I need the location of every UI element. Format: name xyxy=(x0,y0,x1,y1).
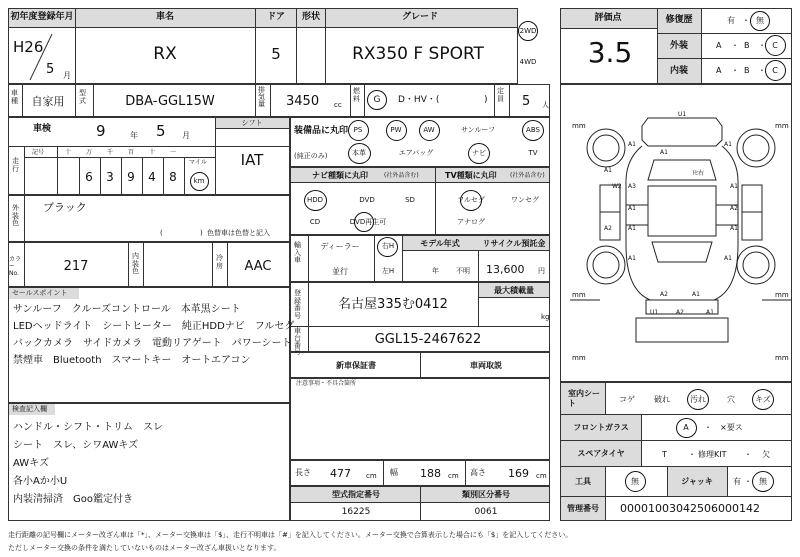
insp-year-unit: 年 xyxy=(130,131,138,140)
footer-note-2: ただしメーター交換の条件を満たしていないものはメーター改ざん車扱いとなります。 xyxy=(8,544,281,552)
new-warranty: 新車保証書 xyxy=(336,361,376,370)
damage-label: U1 xyxy=(650,309,659,316)
len: 477 xyxy=(330,467,351,480)
damage-label: A2 xyxy=(676,309,684,316)
model-year-value: 不明 xyxy=(456,267,470,275)
ext-sep2: ・ xyxy=(758,41,766,50)
w-label: 幅 xyxy=(390,468,398,477)
model-year-unit: 年 xyxy=(432,267,439,275)
equip-abs: ABS xyxy=(526,126,540,134)
month-value: 5 xyxy=(46,62,55,77)
seat-burn: コゲ xyxy=(619,395,635,404)
shift: IAT xyxy=(240,151,264,169)
color-no-label: カラーNo. xyxy=(9,256,22,278)
grade: RX350 F SPORT xyxy=(352,44,484,64)
mm-label: mm xyxy=(572,291,586,299)
int-a: A xyxy=(716,66,722,75)
odo-digit: 3 xyxy=(106,170,114,184)
inspector-line: AWキズ xyxy=(13,458,49,469)
inspector-line: シート スレ、シワAWキズ xyxy=(13,440,139,451)
sales-line: サンルーフ クルーズコントロール 本革黒シート xyxy=(13,304,241,315)
odo-digit: 8 xyxy=(169,170,177,184)
tv-oneseg: ワンセグ xyxy=(511,196,539,204)
class-no-label: 類別区分番号 xyxy=(462,490,510,499)
spare-none: 欠 xyxy=(762,450,770,459)
shift-label: シフト xyxy=(241,119,263,127)
disp: 3450 xyxy=(286,94,320,109)
damage-label: A1 xyxy=(660,149,668,156)
import-parallel: 並行 xyxy=(332,267,348,276)
equip-navi: ナビ xyxy=(472,149,486,157)
repair-sep: ・ xyxy=(742,16,750,25)
damage-label: A1 xyxy=(628,255,636,262)
odo-mile: マイル xyxy=(189,159,207,166)
navi-hdd: HDD xyxy=(306,196,324,204)
ext-a: A xyxy=(716,41,722,50)
inspect-label: 車検 xyxy=(32,124,52,134)
color: ブラック xyxy=(43,201,87,214)
car-name: RX xyxy=(153,44,177,64)
odo-place-hyaku: 百 xyxy=(127,149,135,156)
tools-label: 工具 xyxy=(575,477,591,486)
insp-month-unit: 月 xyxy=(182,131,190,140)
ext-c: C xyxy=(772,41,778,50)
import-label: 輸入車 xyxy=(294,241,301,265)
glass-label: フロントガラス xyxy=(573,423,629,432)
reg-label: 登録番号 xyxy=(294,289,301,321)
navi-dvd: DVD xyxy=(359,196,375,204)
score-label: 評価点 xyxy=(594,13,622,23)
int-c: C xyxy=(772,66,778,75)
trim-label: 内装色 xyxy=(132,252,139,276)
damage-label: A1 xyxy=(604,167,612,174)
exterior-label: 外装 xyxy=(669,41,689,51)
grade-label: グレード xyxy=(401,12,439,22)
equip-aw: AW xyxy=(423,126,435,134)
sales-line: LEDヘッドライト シートヒーター 純正HDDナビ フルセグ xyxy=(13,321,295,332)
damage-label: A2 xyxy=(604,225,612,232)
damage-label: A1 xyxy=(628,225,636,232)
mm-label: mm xyxy=(775,291,789,299)
fuel-close: ) xyxy=(484,95,488,105)
equip-label: 装備品に丸印 xyxy=(294,126,349,136)
odo-mark-label: 記号 xyxy=(32,149,45,156)
damage-label: A1 xyxy=(730,225,738,232)
h-unit: cm xyxy=(536,472,547,480)
sales-label: セールスポイント xyxy=(12,289,68,297)
int-b: B xyxy=(744,66,750,75)
damage-label: ﾄﾋ右 xyxy=(692,170,705,177)
seat-hole: 穴 xyxy=(727,395,735,404)
ext-sep1: ・ xyxy=(731,41,739,50)
damage-label: A1 xyxy=(628,205,636,212)
seat-scratch: キズ xyxy=(755,395,771,404)
damage-label: A1 xyxy=(628,141,636,148)
recycle: 13,600 xyxy=(486,263,525,276)
drive-4wd: 4WD xyxy=(519,58,537,66)
drive-2wd: 2WD xyxy=(519,27,537,35)
interior-label: 内装 xyxy=(669,66,689,76)
fuel-label: 燃料 xyxy=(353,87,360,103)
h: 169 xyxy=(508,467,529,480)
tv-note: (社外品含む) xyxy=(510,172,545,179)
footer-note-1: 走行距離の記号欄にメーター改ざん車は「*」、メーター交換車は「$」、走行不明車は「#」を記入してください。メーター交換で合算表示した場合にも「$」を記入してください。 xyxy=(8,531,573,539)
int-sep1: ・ xyxy=(731,66,739,75)
doors: 5 xyxy=(271,45,281,63)
door-label: ドア xyxy=(267,12,285,22)
tv-analog: アナログ xyxy=(457,218,485,226)
odo-place-juu: 十 xyxy=(148,149,156,156)
damage-label: W2 xyxy=(612,183,622,190)
equip-tv: TV xyxy=(528,149,538,157)
seats: 5 xyxy=(522,94,531,109)
load-label: 最大積載量 xyxy=(494,286,534,295)
odo-place-man: 万 xyxy=(85,149,93,156)
spare-sep2: ・ xyxy=(744,450,752,459)
seats-unit: 人 xyxy=(542,101,549,109)
insp-month: 5 xyxy=(156,122,166,140)
inspector-line: 内装清掃済 Goo鑑定付き xyxy=(13,494,133,505)
glass-rest: ・ ×要ス xyxy=(704,423,743,432)
damage-label: A2 xyxy=(730,205,738,212)
spare-sep1: ・ xyxy=(688,450,696,459)
color-paren-l: ( xyxy=(160,229,163,237)
h-label: 高さ xyxy=(470,468,486,477)
jack-yes: 有 xyxy=(733,477,741,486)
score: 3.5 xyxy=(587,36,633,69)
color-note: 色替車は色替と記入 xyxy=(207,229,270,237)
mgmt: 00001003042506000142 xyxy=(620,502,760,515)
handle-right: 右H xyxy=(381,242,395,250)
class-no: 0061 xyxy=(474,507,498,517)
recycle-label: リサイクル預託金 xyxy=(482,239,546,248)
navi-sd: SD xyxy=(405,196,415,204)
inspector-line: ハンドル・シフト・トリム スレ xyxy=(13,422,163,433)
handle-left: 左H xyxy=(381,267,395,275)
type-no-label: 型式指定番号 xyxy=(332,490,380,499)
damage-label: A3 xyxy=(628,183,636,190)
seat-tear: 破れ xyxy=(654,395,670,404)
w: 188 xyxy=(420,467,441,480)
mm-label: mm xyxy=(775,354,789,362)
inspector-label: 検査記入欄 xyxy=(12,405,47,413)
ext-b: B xyxy=(744,41,750,50)
import-dealer: ディーラー xyxy=(320,242,360,251)
body-type-label: 車種 xyxy=(11,89,18,105)
odo-place-ichi: 一 xyxy=(169,149,177,156)
tv-label: TV種類に丸印 xyxy=(445,171,497,180)
spare-label: スペアタイヤ xyxy=(577,449,625,458)
equip-sunroof: サンルーフ xyxy=(460,126,496,134)
damage-label: A1 xyxy=(730,183,738,190)
disp-unit: cc xyxy=(334,101,342,109)
odo-digit: 4 xyxy=(148,170,156,184)
tv-fullseg: フルセグ xyxy=(457,196,485,204)
damage-label: A1 xyxy=(692,291,700,298)
month-unit: 月 xyxy=(63,71,71,80)
repair-yes: 有 xyxy=(727,16,735,25)
repair-label: 修復歴 xyxy=(665,15,693,25)
odo-km: km xyxy=(193,177,205,185)
car-name-label: 車名 xyxy=(155,12,175,22)
odo-place-10man: 十 xyxy=(64,149,72,156)
len-unit: cm xyxy=(366,472,377,480)
odo-digit: 6 xyxy=(85,170,93,184)
recycle-unit: 円 xyxy=(538,267,545,275)
fuel-options: D・HV・( xyxy=(398,95,440,105)
load-unit: kg xyxy=(541,313,550,321)
chassis: GGL15-2467622 xyxy=(374,332,482,347)
sales-line: バックカメラ サイドカメラ 電動リアゲート パワーシート xyxy=(13,338,292,349)
glass-a: A xyxy=(683,423,689,432)
equip-airbag: エアバッグ xyxy=(398,149,434,157)
damage-label: A1 xyxy=(706,309,714,316)
mm-label: mm xyxy=(572,354,586,362)
damage-label: A2 xyxy=(660,291,668,298)
equip-leather: 本革 xyxy=(352,149,366,157)
inspector-line: 各小Aか小U xyxy=(13,476,68,487)
equip-ps: PS xyxy=(353,126,363,134)
tools-none: 無 xyxy=(631,477,639,486)
color-label: 外装色 xyxy=(12,204,19,228)
damage-label: A1 xyxy=(724,141,732,148)
shape-label: 形状 xyxy=(301,12,321,22)
len-label: 長さ xyxy=(295,468,311,477)
equip-pw: PW xyxy=(390,126,402,134)
usage: 自家用 xyxy=(31,95,65,108)
model-label: 型式 xyxy=(79,89,86,105)
manual: 車両取説 xyxy=(470,361,502,370)
year-value: H26 xyxy=(13,38,44,56)
odo-label: 走行 xyxy=(12,157,19,173)
int-sep2: ・ xyxy=(758,66,766,75)
seats-label: 定員 xyxy=(497,87,504,103)
seat-dirt: 汚れ xyxy=(690,395,706,404)
mgmt-label: 管理番号 xyxy=(567,504,599,513)
model-year-label: モデル年式 xyxy=(420,239,460,248)
repair-no: 無 xyxy=(756,16,764,25)
damage-label: U1 xyxy=(678,111,687,118)
fuel-g: G xyxy=(373,95,381,105)
mm-label: mm xyxy=(572,122,586,130)
navi-label: ナビ種類に丸印 xyxy=(312,171,368,180)
ac-label: 冷房 xyxy=(216,254,223,270)
ac: AAC xyxy=(244,259,272,274)
damage-label: A1 xyxy=(724,255,732,262)
odo-digit: 9 xyxy=(127,170,135,184)
spare-t: T xyxy=(662,450,667,459)
disp-label: 排気量 xyxy=(258,86,265,108)
seat-label: 室内シート xyxy=(568,389,600,408)
color-no: 217 xyxy=(63,259,89,274)
mm-label: mm xyxy=(775,122,789,130)
model: DBA-GGL15W xyxy=(125,94,215,109)
notes-label: 注意事項・不具合箇所 xyxy=(296,380,357,387)
spare-kit: 修理KIT xyxy=(698,450,727,459)
reg: 名古屋335む0412 xyxy=(338,297,448,312)
insp-year: 9 xyxy=(96,122,106,140)
navi-dvdplay: DVD再生可 xyxy=(349,218,387,226)
chassis-label: 車台番号 xyxy=(294,327,301,356)
type-no: 16225 xyxy=(341,507,371,517)
odo-place-sen: 千 xyxy=(106,149,114,156)
jack-sep: ・ xyxy=(744,477,752,486)
sales-line: 禁煙車 Bluetooth スマートキー オートエアコン xyxy=(13,355,251,366)
navi-note: (社外品含む) xyxy=(384,172,419,179)
color-paren-r: ) xyxy=(200,229,203,237)
jack-label: ジャッキ xyxy=(681,477,713,486)
navi-cd: CD xyxy=(309,218,321,226)
w-unit: cm xyxy=(448,472,459,480)
jack-none: 無 xyxy=(759,477,767,486)
year-label: 初年度登録年月 xyxy=(10,12,74,22)
equip-note: (純正のみ) xyxy=(294,152,328,160)
